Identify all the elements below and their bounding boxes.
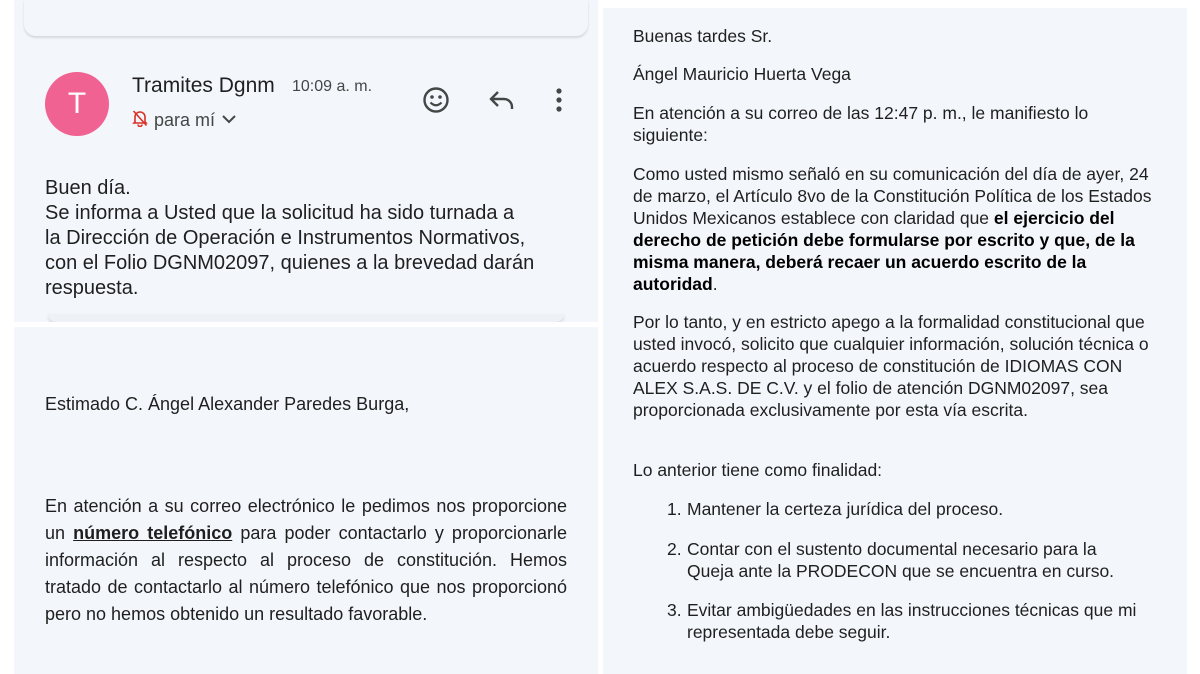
no-notification-icon — [132, 109, 148, 132]
paragraph-bold: el ejercicio del derecho de petición debe formularse por escrito y que, de la misma manera, deberá recaer un acuerdo escrito de la autoridad — [633, 208, 1135, 294]
email-message-panel — [14, 0, 598, 322]
avatar[interactable] — [45, 72, 109, 136]
list-item — [667, 599, 1147, 643]
paragraph-purpose: Lo anterior tiene como finalidad: — [633, 460, 883, 480]
recipient-label: para mí — [154, 110, 216, 130]
list-text: Contar con el sustento documental necesario para la Queja ante la PRODECON que se encuentra en curso. — [687, 539, 1115, 581]
salutation: Buenas tardes Sr. — [633, 26, 773, 46]
list-item — [667, 538, 1147, 582]
email-message-panel-2 — [14, 327, 598, 674]
reply-document — [603, 8, 1187, 674]
more-vert-icon[interactable] — [548, 82, 570, 118]
paragraph-constitutional — [633, 163, 1163, 295]
paragraph-text: . — [712, 274, 718, 294]
addressee-name: Ángel Mauricio Huerta Vega — [633, 64, 851, 84]
intro-line: siguiente: — [633, 125, 708, 145]
list-item — [667, 498, 1147, 520]
list-number: 3. — [667, 600, 682, 620]
timestamp: 10:09 a. m. — [292, 78, 373, 95]
body-line: la Dirección de Operación e Instrumentos Normativos, — [45, 227, 526, 249]
body-line: Se informa a Usted que la solicitud ha sido turnada a — [45, 202, 515, 224]
emphasis-phone-number: número telefónico — [73, 523, 233, 543]
list-text: Evitar ambigüedades en las instrucciones técnicas que mi representada debe seguir. — [687, 600, 1137, 642]
list-number: 2. — [667, 539, 682, 559]
list-number: 1. — [667, 499, 682, 519]
previous-message-collapsed[interactable] — [24, 0, 588, 36]
message-body — [45, 493, 567, 628]
paragraph-request: Por lo tanto, y en estricto apego a la formalidad constitucional que usted invocó, solicito que cualquier información, solución técnica o acuerdo respecto al proceso de constitución de IDIOMAS CON ALEX S.A.S. DE C.V. y el folio de atención DGNM02097, sea proporcionada exclusivamente por esta vía escrita. — [633, 312, 1149, 420]
body-text: En atención a su correo electrónico le pedimos nos proporcione un — [45, 496, 567, 543]
avatar-letter: T — [67, 87, 87, 120]
body-line: Buen día. — [45, 177, 131, 199]
chevron-down-icon[interactable] — [221, 112, 237, 130]
message-card-edge — [48, 314, 564, 322]
reply-icon[interactable] — [484, 82, 520, 118]
emoji-reaction-icon[interactable] — [418, 82, 454, 118]
list-text: Mantener la certeza jurídica del proceso. — [687, 499, 1004, 519]
sender-name[interactable]: Tramites Dgnm — [132, 74, 275, 97]
paragraph-text: Como usted mismo señaló en su comunicación del día de ayer, 24 de marzo, el Artículo 8vo de la Constitución Política de los Estados Unidos Mexicanos establece con claridad que — [633, 164, 1152, 228]
greeting: Estimado C. Ángel Alexander Paredes Burga, — [45, 394, 410, 414]
body-line: respuesta. — [45, 277, 139, 299]
recipient-details[interactable] — [132, 109, 237, 132]
message-body — [45, 176, 585, 301]
intro-line: En atención a su correo de las 12:47 p. m., le manifiesto lo — [633, 103, 1089, 123]
intro-paragraph — [633, 102, 1163, 146]
body-line: con el Folio DGNM02097, quienes a la brevedad darán — [45, 252, 535, 274]
body-text: para poder contactarlo y proporcionarle información al respecto al proceso de constitución. Hemos tratado de contactarlo al número telefónico que nos proporcionó pero no hemos obtenido un resultado favorable. — [45, 523, 567, 624]
